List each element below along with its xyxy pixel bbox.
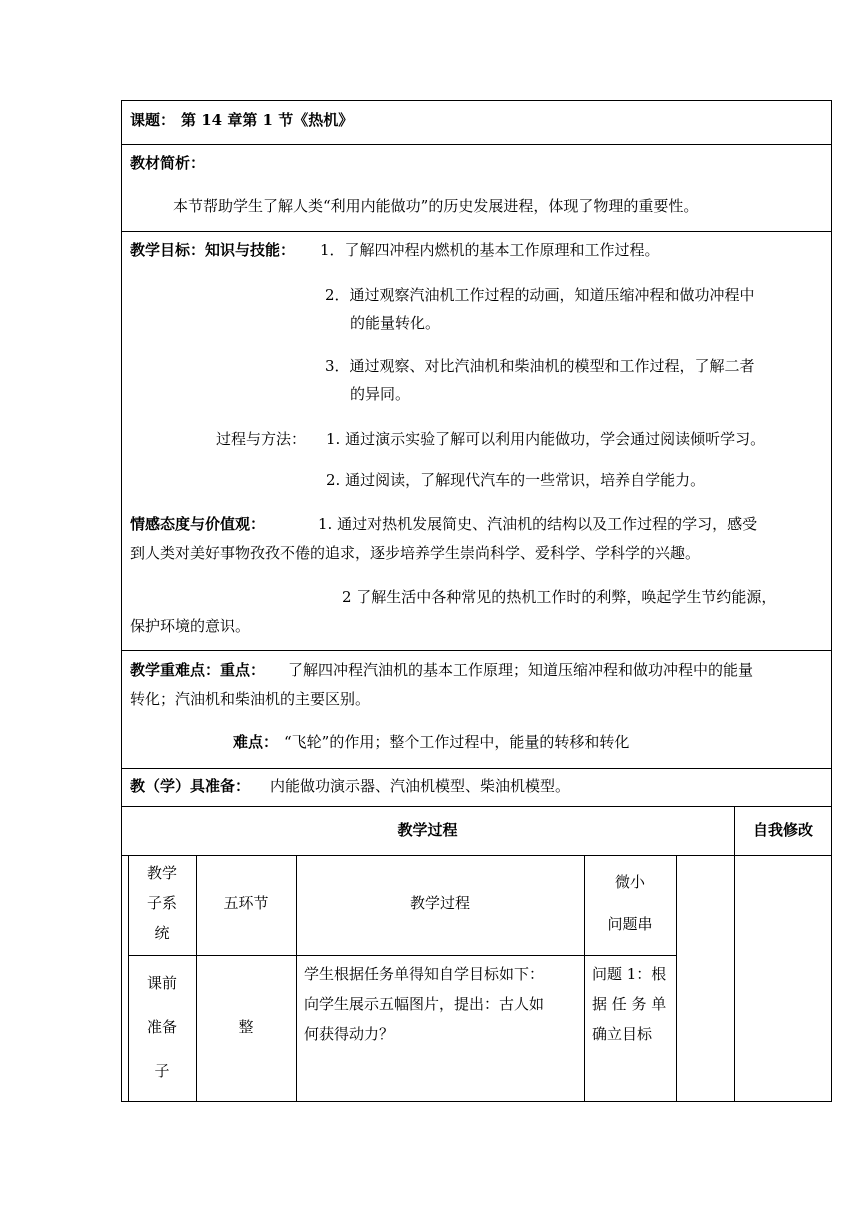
row1-subsystem-2: 准备 <box>146 1018 177 1036</box>
inner-header-subsystem-3: 统 <box>154 924 170 942</box>
intro-heading: 教材简析： <box>130 154 206 172</box>
method-label: 过程与方法： <box>216 430 307 448</box>
inner-header-subsystem-1: 教学 <box>146 864 177 882</box>
method-item-1: 1. 通过演示实验了解可以利用内能做功，学会通过阅读倾听学习。 <box>326 430 766 448</box>
row1-process-3: 何获得动力？ <box>304 1025 395 1043</box>
column-divider <box>676 855 677 1102</box>
row1-subsystem-3: 子 <box>154 1062 170 1080</box>
row-divider <box>121 650 832 651</box>
keypoints-heading: 教学重难点：重点： <box>130 661 266 679</box>
inner-header-five-links: 五环节 <box>223 894 269 912</box>
method-item-2: 2. 通过阅读，了解现代汽车的一些常识，培养自学能力。 <box>326 471 706 489</box>
attitude-item-1: 1. 通过对热机发展简史、汽油机的结构以及工作过程的学习，感受 <box>318 515 758 533</box>
intro-body: 本节帮助学生了解人类“利用内能做功”的历史发展进程，体现了物理的重要性。 <box>173 197 699 215</box>
process-heading: 教学过程 <box>397 821 458 839</box>
row1-question-3: 确立目标 <box>592 1025 653 1043</box>
prep-heading: 教（学）具准备： <box>130 777 251 795</box>
row1-question-1: 问题 1：根 <box>592 965 667 983</box>
page-title: 第 14 章第 1 节《热机》 <box>181 111 354 129</box>
row-divider <box>121 855 832 856</box>
objectives-heading: 教学目标：知识与技能： <box>130 241 296 259</box>
self-revision-heading: 自我修改 <box>752 821 813 839</box>
difficulty-label: 难点： <box>233 733 279 751</box>
row1-process-1: 学生根据任务单得知自学目标如下： <box>304 965 545 983</box>
inner-row-divider <box>128 955 676 956</box>
column-divider <box>734 806 735 1102</box>
keypoint-text: 了解四冲程汽油机的基本工作原理；知道压缩冲程和做功冲程中的能量 <box>288 661 754 679</box>
difficulty-text: “飞轮”的作用；整个工作过程中，能量的转移和转化 <box>284 733 630 751</box>
inner-col-divider <box>584 855 585 1102</box>
row-divider <box>121 144 832 145</box>
knowledge-item-2: 2．通过观察汽油机工作过程的动画，知道压缩冲程和做功冲程中 <box>325 286 755 304</box>
keypoint-text-cont: 转化；汽油机和柴油机的主要区别。 <box>130 690 371 708</box>
inner-header-questions-2: 问题串 <box>607 915 653 933</box>
row1-subsystem-1: 课前 <box>146 974 177 992</box>
row1-question-2: 据 任 务 单 <box>592 995 667 1013</box>
inner-header-questions-1: 微小 <box>614 873 645 891</box>
prep-text: 内能做功演示器、汽油机模型、柴油机模型。 <box>270 777 571 795</box>
knowledge-item-3: 3．通过观察、对比汽油机和柴油机的模型和工作过程，了解二者 <box>325 357 755 375</box>
title-label: 课题： <box>130 111 176 129</box>
row-divider <box>121 768 832 769</box>
inner-header-process: 教学过程 <box>409 894 470 912</box>
knowledge-item-1: 1．了解四冲程内燃机的基本工作原理和工作过程。 <box>320 241 660 259</box>
row1-five-links: 整 <box>238 1018 254 1036</box>
knowledge-item-2-cont: 的能量转化。 <box>350 314 441 332</box>
attitude-item-2: 2 了解生活中各种常见的热机工作时的利弊，唤起学生节约能源， <box>342 588 777 606</box>
row-divider <box>121 231 832 232</box>
attitude-item-1-cont: 到人类对美好事物孜孜不倦的追求，逐步培养学生崇尚科学、爱科学、学科学的兴趣。 <box>130 544 701 562</box>
knowledge-item-3-cont: 的异同。 <box>350 385 411 403</box>
row1-process-2: 向学生展示五幅图片，提出：古人如 <box>304 995 545 1013</box>
attitude-item-2-cont: 保护环境的意识。 <box>130 617 251 635</box>
row-divider <box>121 806 832 807</box>
attitude-label: 情感态度与价值观： <box>130 515 266 533</box>
inner-header-subsystem-2: 子系 <box>146 894 177 912</box>
